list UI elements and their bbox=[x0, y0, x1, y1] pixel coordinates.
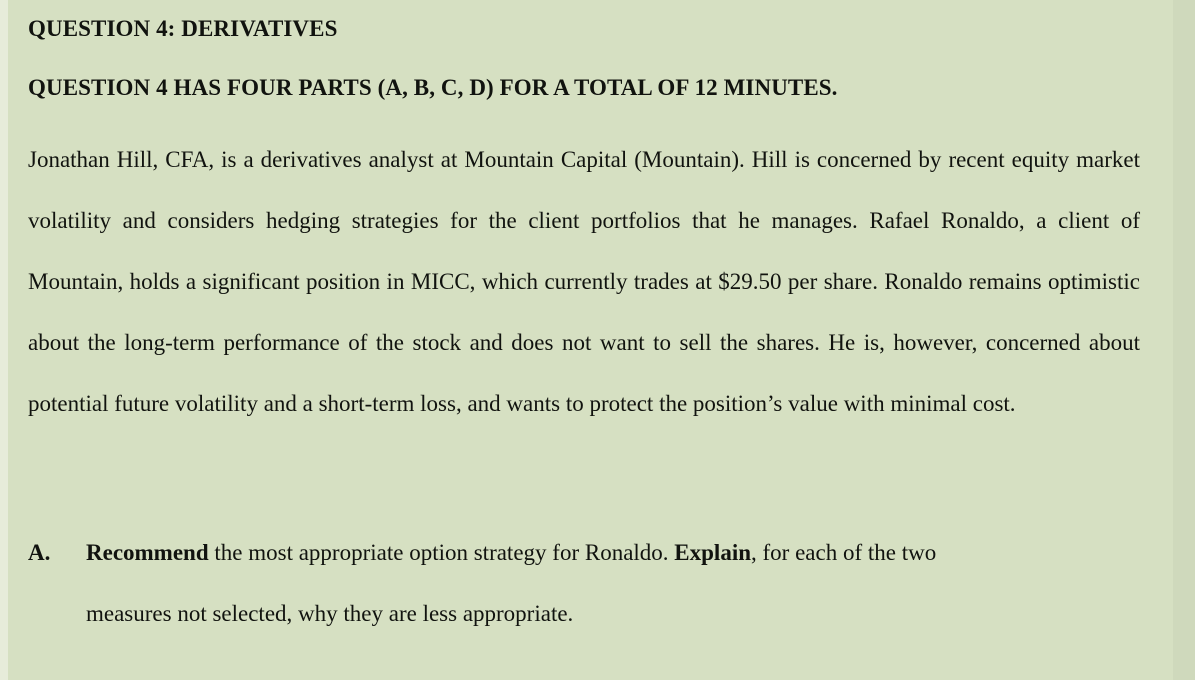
question-part-a-text bbox=[86, 522, 1140, 644]
question-part-a-tail-text: , for each of the two bbox=[751, 540, 937, 565]
question-part-a-command-recommend: Recommend bbox=[86, 540, 209, 565]
question-part-a-last-line: measures not selected, why they are less appropriate. bbox=[86, 601, 574, 626]
vertical-spacer bbox=[28, 434, 1140, 494]
vignette-text-block bbox=[28, 129, 1140, 434]
question-heading: QUESTION 4: DERIVATIVES bbox=[28, 16, 338, 41]
page-left-margin bbox=[0, 0, 8, 680]
question-parts-heading: QUESTION 4 HAS FOUR PARTS (A, B, C, D) FOR A TOTAL OF 12 MINUTES. bbox=[28, 75, 838, 100]
vignette-paragraph: Jonathan Hill, CFA, is a derivatives analyst at Mountain Capital (Mountain). Hill is concerned by recent equity market volatility and considers hedging strategies for the client portfolios that he manages. Rafael Ronaldo, a client of Mountain, holds a significant position in MICC, which currently trades at $29.50 per share. Ronaldo remains optimistic about the long-term performance of the stock and does not want to sell the shares. He is, however, concerned about potential future volatility and a short-term loss, and wants to protect the position’s value with minimal cost. bbox=[28, 147, 1140, 416]
question-part-a-command-explain: Explain bbox=[674, 540, 752, 565]
question-part-a-label: A. bbox=[28, 540, 51, 565]
page-right-margin bbox=[1173, 0, 1195, 680]
document-content bbox=[28, 10, 1140, 644]
question-part-a bbox=[28, 522, 1140, 644]
question-part-a-middle-text: the most appropriate option strategy for Ronaldo. bbox=[208, 540, 675, 565]
